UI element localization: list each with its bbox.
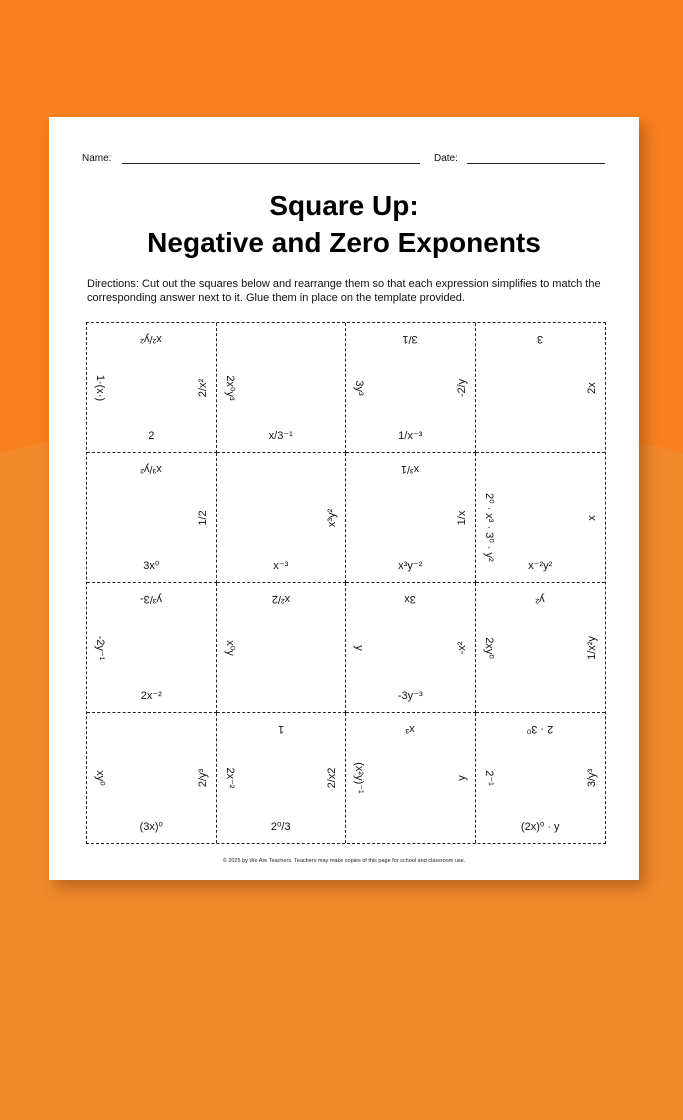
title-line-1: Square Up: bbox=[269, 190, 419, 221]
puzzle-square bbox=[217, 583, 347, 713]
expression-bottom: x/3⁻¹ bbox=[268, 430, 293, 442]
expression-right: 1/2 bbox=[196, 509, 209, 526]
puzzle-square bbox=[476, 323, 606, 453]
name-label: Name: bbox=[82, 153, 112, 164]
expression-bottom: x³y⁻² bbox=[398, 560, 423, 572]
expression-right: x bbox=[586, 514, 598, 521]
expression-top: x²/2 bbox=[271, 593, 290, 605]
puzzle-square bbox=[476, 583, 606, 713]
puzzle-square bbox=[476, 713, 606, 843]
expression-top: 3/1 bbox=[402, 333, 418, 345]
expression-top: 1 bbox=[277, 723, 284, 735]
expression-right: 2/x2 bbox=[326, 767, 338, 789]
expression-bottom: 1/x⁻³ bbox=[398, 430, 423, 442]
expression-bottom: 2 bbox=[148, 430, 155, 442]
directions: Directions: Cut out the squares below and rearrange them so that each expression simplifies to match the corresponding answer next to it. Glue them in place on the template provided. bbox=[87, 278, 601, 304]
expression-top: y³/3- bbox=[140, 593, 163, 605]
expression-right: 2/y³ bbox=[196, 768, 209, 788]
expression-bottom: 3x⁰ bbox=[143, 560, 160, 572]
expression-right: y bbox=[455, 775, 468, 781]
expression-right: -2/y bbox=[455, 378, 468, 397]
expression-left: 3y³ bbox=[353, 379, 365, 396]
expression-left: 2⁰ · x³ · 3⁰ · y² bbox=[482, 492, 495, 562]
expression-right: 1/x²y bbox=[586, 635, 598, 660]
expression-top: x²/y² bbox=[140, 333, 162, 345]
puzzle-square bbox=[346, 583, 476, 713]
expression-left: x⁰y bbox=[223, 639, 236, 656]
expression-left: 1·(x·) bbox=[94, 374, 106, 401]
expression-bottom: -3y⁻³ bbox=[397, 690, 423, 702]
footer: © 2025 by We Are Teachers. Teachers may make copies of this page for school and classroom use. bbox=[222, 858, 466, 864]
expression-right: x³y² bbox=[326, 508, 338, 527]
puzzle-square bbox=[346, 713, 476, 843]
expression-top: x³/1 bbox=[401, 463, 420, 475]
puzzle-square bbox=[217, 713, 347, 843]
page-title bbox=[49, 187, 639, 261]
puzzle-square bbox=[217, 323, 347, 453]
expression-bottom: (2x)⁰ · y bbox=[520, 821, 560, 833]
expression-right: 2/x² bbox=[196, 378, 209, 397]
expression-top: 2 · 3⁰ bbox=[527, 723, 554, 735]
puzzle-square bbox=[346, 453, 476, 583]
expression-top: 3 bbox=[537, 333, 544, 345]
expression-left: -2y⁻¹ bbox=[94, 635, 106, 660]
expression-right: 1/x bbox=[455, 510, 468, 525]
expression-top: 3x bbox=[404, 593, 417, 605]
expression-left: xy⁰ bbox=[94, 770, 106, 786]
name-line bbox=[122, 163, 420, 164]
expression-bottom: x⁻²y² bbox=[528, 560, 553, 572]
date-line bbox=[467, 163, 605, 164]
expression-right: -x² bbox=[455, 641, 468, 654]
expression-bottom: (3x)⁰ bbox=[139, 821, 163, 833]
expression-top: x³/y² bbox=[140, 463, 162, 475]
puzzle-square bbox=[346, 323, 476, 453]
puzzle-grid bbox=[86, 322, 606, 844]
header-row bbox=[82, 153, 606, 167]
expression-left: (x²y)⁻¹ bbox=[353, 762, 365, 794]
expression-right: 2x bbox=[586, 381, 598, 394]
expression-bottom: x⁻³ bbox=[273, 560, 289, 572]
expression-bottom: 2x⁻² bbox=[140, 690, 162, 702]
expression-left: 2xy⁰ bbox=[482, 636, 495, 659]
title-line-2: Negative and Zero Exponents bbox=[147, 227, 541, 258]
worksheet bbox=[49, 117, 639, 880]
expression-top: y² bbox=[535, 593, 545, 605]
puzzle-square bbox=[87, 713, 217, 843]
expression-bottom: 2⁰/3 bbox=[270, 821, 291, 833]
expression-left: 2x⁻² bbox=[223, 767, 236, 789]
puzzle-square bbox=[217, 453, 347, 583]
date-label: Date: bbox=[434, 153, 458, 164]
expression-left: 2⁻¹ bbox=[482, 770, 495, 786]
expression-left: y bbox=[353, 644, 365, 651]
expression-right: 3/y³ bbox=[586, 768, 598, 788]
expression-top: x³ bbox=[405, 723, 415, 735]
puzzle-square bbox=[87, 323, 217, 453]
puzzle-square bbox=[87, 583, 217, 713]
puzzle-square bbox=[476, 453, 606, 583]
puzzle-square bbox=[87, 453, 217, 583]
expression-left: 2x⁰y³ bbox=[223, 374, 236, 401]
